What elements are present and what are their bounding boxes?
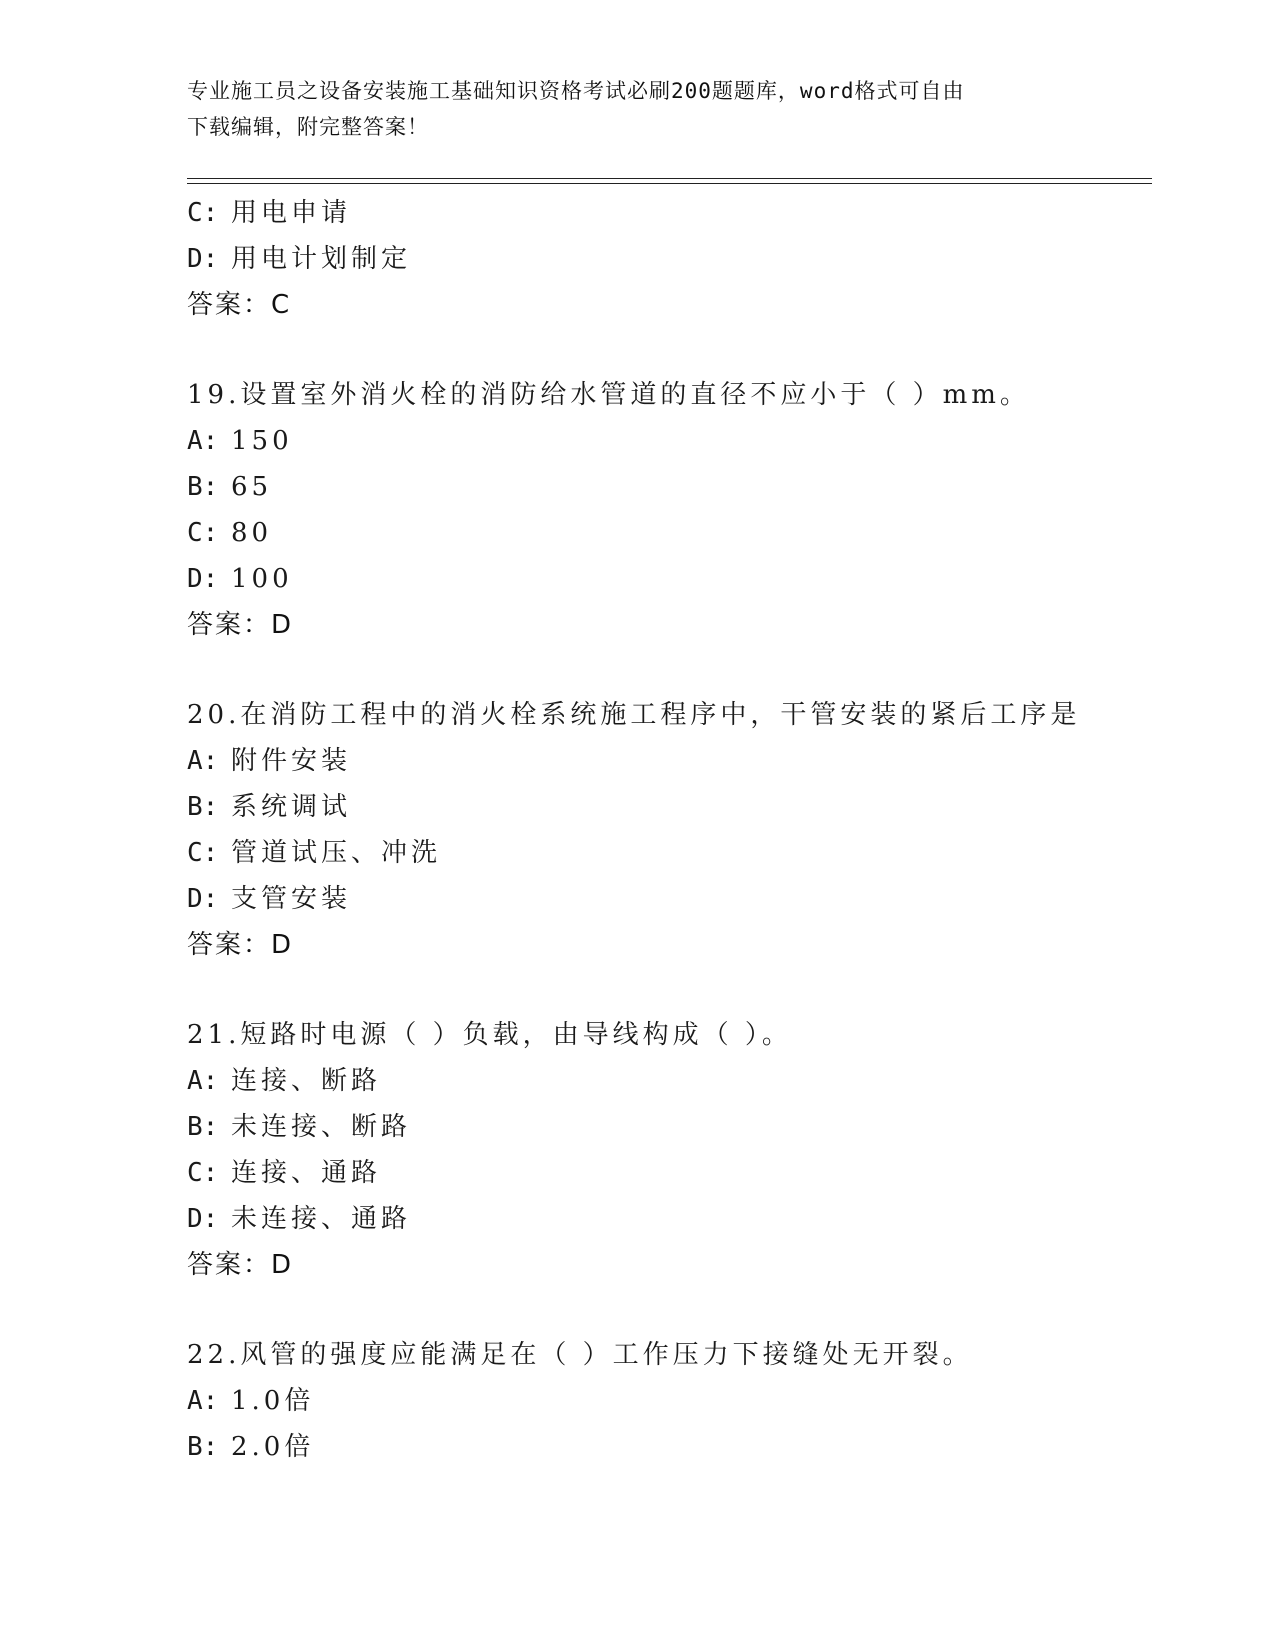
- question-block-22: [187, 1332, 1147, 1470]
- document-header: [187, 73, 1087, 145]
- option-b: B: 系统调试: [187, 792, 352, 822]
- question-stem: 19.设置室外消火栓的消防给水管道的直径不应小于（ ）mm。: [187, 380, 1030, 410]
- answer-line: 答案：D: [187, 1250, 294, 1280]
- option-a: A: 1.0倍: [187, 1386, 315, 1416]
- option-c: C: 用电申请: [187, 198, 352, 228]
- question-list: [187, 190, 1147, 1470]
- option-c: C: 连接、通路: [187, 1158, 382, 1188]
- option-d: D: 100: [187, 564, 293, 594]
- question-block-19: [187, 372, 1147, 648]
- question-block-20: [187, 692, 1147, 968]
- header-line-2: 下载编辑，附完整答案！: [187, 115, 429, 139]
- option-d: D: 用电计划制定: [187, 244, 412, 274]
- answer-line: 答案：C: [187, 290, 292, 320]
- option-b: B: 65: [187, 472, 273, 502]
- option-d: D: 支管安装: [187, 884, 352, 914]
- header-line-1: 专业施工员之设备安装施工基础知识资格考试必刷200题题库，word格式可自由: [187, 79, 965, 103]
- header-rule-bottom: [187, 183, 1152, 184]
- question-stem: 22.风管的强度应能满足在（ ）工作压力下接缝处无开裂。: [187, 1340, 973, 1370]
- option-a: A: 连接、断路: [187, 1066, 382, 1096]
- option-a: A: 附件安装: [187, 746, 352, 776]
- question-stem: 20.在消防工程中的消火栓系统施工程序中，干管安装的紧后工序是: [187, 700, 1081, 730]
- option-a: A: 150: [187, 426, 293, 456]
- question-block-21: [187, 1012, 1147, 1288]
- question-stem: 21.短路时电源（ ）负载，由导线构成（ ）。: [187, 1020, 792, 1050]
- question-block-prev: [187, 190, 1147, 328]
- option-b: B: 未连接、断路: [187, 1112, 412, 1142]
- option-b: B: 2.0倍: [187, 1432, 315, 1462]
- option-c: C: 管道试压、冲洗: [187, 838, 442, 868]
- answer-line: 答案：D: [187, 610, 294, 640]
- header-rule-top: [187, 178, 1152, 179]
- option-c: C: 80: [187, 518, 273, 548]
- option-d: D: 未连接、通路: [187, 1204, 412, 1234]
- answer-line: 答案：D: [187, 930, 294, 960]
